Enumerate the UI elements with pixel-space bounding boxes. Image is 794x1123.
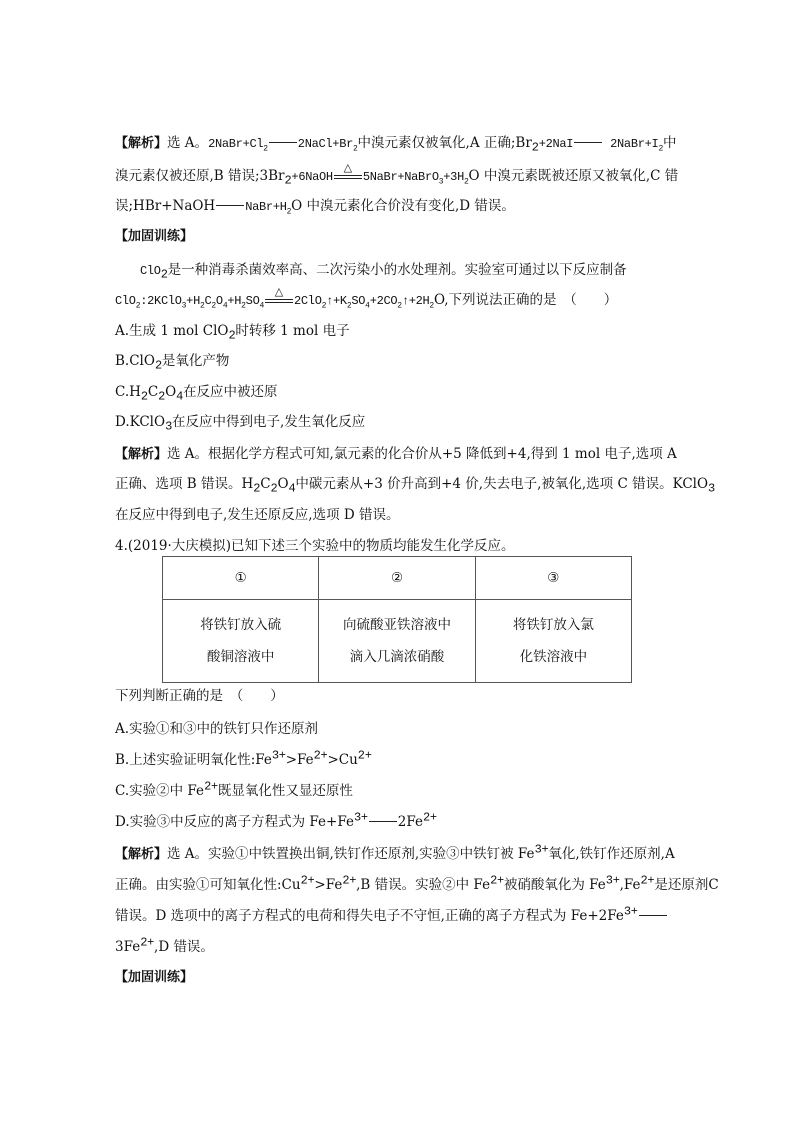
q4-analysis-line-2: 正确。由实验①可知氧化性$:Cu^{2+}>Fe^{2+},B$ 错误。实验②中 $Fe^{2+}$被硝酸氧化为 $Fe^{3+},Fe^{2+}$是还原剂C xyxy=(115,873,719,893)
q4-analysis-line-4: $3Fe^{2+},D$ 错误。 xyxy=(115,935,214,955)
table-header-cell: ③ xyxy=(475,557,631,600)
analysis-tag: 【解析】 xyxy=(115,447,168,462)
table-cell: 将铁钉放入硫酸铜溶液中 xyxy=(163,600,319,683)
clo2-analysis-line-2: 正确、选项 B 错误。$H_2C_2O_4$中碳元素从+3 价升高到+4 价,失去电子,被氧化,选项 C 错误。KClO$_3$ xyxy=(115,476,715,496)
table-cell: 向硫酸亚铁溶液中滴入几滴浓硝酸 xyxy=(319,600,475,683)
analysis-tag: 【解析】 xyxy=(115,847,168,862)
q4-option-c: C.实验②中 $Fe^{2+}$既显氧化性又显还原性 xyxy=(115,779,353,799)
q4-stem: 4.(2019·大庆模拟)已知下述三个实验中的物质均能发生化学反应。 xyxy=(115,538,515,554)
clo2-equation: $ClO_2:2KClO_3+H_2C_2O_4+H_2SO_4$ △ $2ClO_2↑+K_2SO_4+2CO_2↑+2H_2O$,下列说法正确的是 （ ） xyxy=(115,290,617,311)
equation-bar xyxy=(268,133,298,153)
clo2-option-b: B.ClO$_2$是氧化产物 xyxy=(115,353,230,373)
clo2-option-a: A.生成 1 mol ClO$_2$时转移 1 mol 电子 xyxy=(115,323,350,343)
equation-bar xyxy=(368,812,398,832)
experiment-table xyxy=(162,556,632,683)
analysis-line-3: 误;HBr+NaOH $NaBr+H_2O$ 中溴元素化合价没有变化,D 错误。 xyxy=(115,198,515,217)
clo2-analysis-line-3: 在反应中得到电子,发生还原反应,选项 D 错误。 xyxy=(115,507,400,523)
q4-option-b: B.上述实验证明氧化性$:Fe^{3+}>Fe^{2+}>Cu^{2+}$ xyxy=(115,748,372,768)
table-header-cell: ② xyxy=(319,557,475,600)
table-cell: 将铁钉放入氯化铁溶液中 xyxy=(475,600,631,683)
analysis-tag: 【解析】 xyxy=(115,136,168,151)
clo2-option-c: $C.H_2C_2O_4$在反应中被还原 xyxy=(115,384,278,404)
q4-ask: 下列判断正确的是 （ ） xyxy=(115,688,284,704)
heat-symbol-icon: △ xyxy=(274,285,284,298)
q4-analysis-line-1: 【解析】选 A。实验①中铁置换出铜,铁钉作还原剂,实验③中铁钉被 $Fe^{3+}$氧化,铁钉作还原剂,A xyxy=(115,842,675,862)
table-row xyxy=(163,600,632,683)
reinforce-heading-2: 【加固训练】 xyxy=(115,970,194,985)
q4-option-a: A.实验①和③中的铁钉只作还原剂 xyxy=(115,721,319,737)
q4-analysis-line-3: 错误。D 选项中的离子方程式的电荷和得失电子不守恒,正确的离子方程式为 $Fe+2Fe^{3+}$ xyxy=(115,906,668,926)
table-header-row xyxy=(163,557,632,600)
q4-option-d: D.实验③中反应的离子方程式为 $Fe+Fe^{3+}$ $2Fe^{2+}$ xyxy=(115,810,437,830)
analysis-line-2: 溴元素仅被还原,B 错误$;3Br_2+6NaOH$ △ $5NaBr+NaBrO_3+3H_2O$ 中溴元素既被还原又被氧化,C 错 xyxy=(115,166,678,187)
clo2-option-d: D.KClO$_3$在反应中得到电子,发生氧化反应 xyxy=(115,414,366,434)
analysis-line-1: 【解析】选 A。$2NaBr+Cl_2$ $2NaCl+Br_2$中溴元素仅被氧化,A 正确$;Br_2+2NaI$ $2NaBr+I_2$中 xyxy=(115,135,677,155)
equation-bar xyxy=(638,906,668,926)
clo2-analysis-line-1: 【解析】选 A。根据化学方程式可知,氯元素的化合价从+5 降低到+4,得到 1 mol 电子,选项 A xyxy=(115,446,677,462)
heat-equation-bar xyxy=(333,161,363,186)
reinforce-heading-1: 【加固训练】 xyxy=(115,229,194,244)
heat-symbol-icon: △ xyxy=(343,161,353,174)
heat-equation-bar xyxy=(264,285,294,310)
table-header-cell: ① xyxy=(163,557,319,600)
equation-bar xyxy=(215,196,245,216)
clo2-intro: ClO$_2$是一种消毒杀菌效率高、二次污染小的水处理剂。实验室可通过以下反应制备 xyxy=(140,262,627,282)
equation-bar xyxy=(573,133,603,153)
